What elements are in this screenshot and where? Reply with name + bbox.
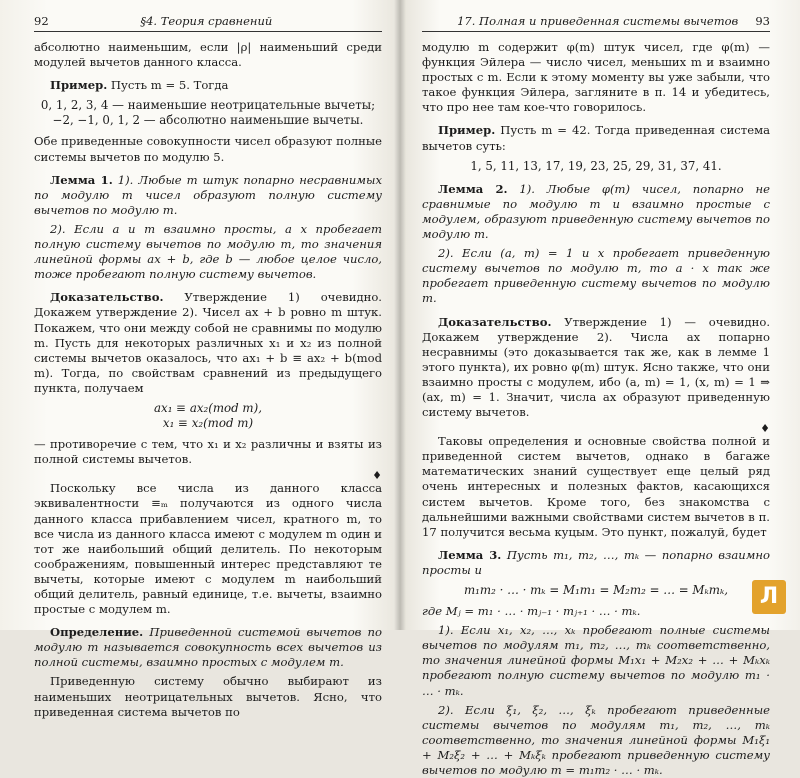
proof-2: [422, 315, 770, 421]
where-text: где Mⱼ = m₁ · … · mⱼ₋₁ · mⱼ₊₁ · … · mₖ.: [422, 604, 641, 619]
example-label: Пример.: [50, 78, 108, 93]
lemma-2-text-2: 2). Если (a, m) = 1 и x пробегает приведенную систему вычетов по модулю m, то a · x так же пробегает приведенную систему вычетов по модулю m.: [422, 246, 770, 306]
right-page-number: 93: [755, 14, 770, 28]
left-paragraph-both: Обе приведенные совокупности чисел образуют полные системы вычетов по модулю 5.: [34, 134, 382, 164]
formula-proof-2: x₁ ≡ x₂(mod m): [162, 416, 254, 431]
left-running-head: [34, 14, 382, 32]
lemma-3-item-2: 2). Если ξ₁, ξ₂, …, ξₖ пробегают приведенные системы вычетов по модулям m₁, m₂, …, mₖ соответственно, то значения линейной формы M₁ξ₁ + M₂ξ₂ + … + Mₖξₖ пробегают приведенную систему вычетов по модулю m = m₁m₂ · … · mₖ.: [422, 702, 770, 778]
lemma-1: [34, 173, 382, 218]
reduced-system-formula: [422, 159, 770, 174]
formula-nonneg: 0, 1, 2, 3, 4 — наименьшие неотрицательные вычеты;: [40, 98, 376, 113]
lemma-3-formula: [422, 583, 770, 598]
lemma-2: [422, 182, 770, 242]
left-running-title: §4. Теория сравнений: [140, 14, 273, 28]
formula-abs: −2, −1, 0, 1, 2 — абсолютно наименьшие вычеты.: [52, 113, 364, 128]
right-example-label: Пример.: [438, 123, 496, 138]
right-body-text: [422, 40, 770, 778]
left-page-number: 92: [34, 14, 49, 28]
left-body-text: [34, 40, 382, 720]
right-paragraph-such: Таковы определения и основные свойства полной и приведенной систем вычетов, однако в багаже математических знаний существует еще целый ряд очень интересных и полезных фактов, касающихся систем вычетов. Кроме того, без знакомства с дальнейшими важными свойствами систем вычетов в п. 17 получится весьма куцым. Это пункт, пожалуй, будет: [422, 434, 770, 539]
proof-2-text: Утверждение 1) — очевидно. Докажем утверждение 2). Числа ax попарно несравнимы (это доказывается так же, как в лемме 1 этого пункта), их ровно φ(m) штук. Ясно также, что они взаимно просты с модулем, ибо (a, m) = 1, (x, m) = 1 ⇒ (ax, m) = 1. Значит, числа ax образуют приведенную систему вычетов.: [422, 314, 770, 420]
example-formulas: [34, 98, 382, 128]
lemma-2-text-1: 1). Любые φ(m) чисел, попарно не сравнимые по модулю m и взаимно простые с модулем, образуют приведенную систему вычетов по модулю m.: [422, 181, 770, 242]
lemma-1-text-2: 2). Если a и m взаимно просты, а x пробегает полную систему вычетов по модулю m, то значения линейной формы ax + b, где b — любое целое число, тоже пробегают полную систему вычетов.: [34, 221, 382, 282]
formula-proof-1: ax₁ ≡ ax₂(mod m),: [154, 400, 262, 415]
lemma-3-item-1: 1). Если x₁, x₂, …, xₖ пробегают полные системы вычетов по модулям m₁, m₂, …, mₖ соответственно, то значения линейной формы M₁x₁ + M₂x₂ + … + Mₖxₖ пробегают полную систему вычетов по модулю m₁ · … · mₖ.: [422, 623, 770, 698]
proof-formulas: [34, 401, 382, 431]
right-running-title: 17. Полная и приведенная системы вычетов: [457, 14, 739, 28]
right-example-text: Пусть m = 42. Тогда приведенная система вычетов суть:: [422, 123, 770, 153]
publisher-logo-glyph: Л: [759, 584, 779, 609]
formula-list: 1, 5, 11, 13, 17, 19, 23, 25, 29, 31, 37, 41.: [470, 158, 722, 173]
lemma-3: [422, 548, 770, 578]
definition-text: Приведенной системой вычетов по модулю m называется совокупность всех вычетов из полной системы, взаимно простых с модулем m.: [34, 625, 382, 670]
left-paragraph-since: Поскольку все числа из данного класса эквивалентности ≡ₘ получаются из одного числа данного класса прибавлением чисел, кратного m, то все числа из данного класса имеют с модулем m один и тот же наибольший общий делитель. По некоторым соображениям, повышенный интерес представляют те вычеты, которые имеют с модулем m наибольший общий делитель, равный единице, т.е. вычеты, взаимно простые с модулем m.: [34, 481, 382, 617]
proof-1-text: Утверждение 1) очевидно. Докажем утверждение 2). Чисел ax + b ровно m штук. Покажем, что они между собой не сравнимы по модулю m. Пусть для некоторых различных x₁ и x₂ из полной системы вычетов оказалось, что ax₁ + b ≡ ax₂ + b(mod m). Тогда, по свойствам сравнений из предыдущего пункта, получаем: [34, 290, 382, 395]
right-example: [422, 123, 770, 153]
left-paragraph-1: абсолютно наименьшим, если |ρ| наименьший среди модулей вычетов данного класса.: [34, 40, 382, 70]
right-running-head: [422, 14, 770, 32]
lemma-1-label: Лемма 1.: [50, 172, 113, 187]
lemma-3-text: Пусть m₁, m₂, …, mₖ — попарно взаимно просты и: [422, 547, 770, 577]
formula-lemma-3: m₁m₂ · … · mₖ = M₁m₁ = M₂m₂ = … = Mₖmₖ,: [463, 583, 729, 597]
example-text: Пусть m = 5. Тогда: [107, 78, 229, 93]
lemma-1-text-1: 1). Любые m штук попарно несравнимых по модулю m чисел образуют полную систему вычетов по модулю m.: [34, 172, 382, 217]
right-page: [400, 0, 800, 778]
left-example: [34, 78, 382, 93]
right-paragraph-1: модулю m содержит φ(m) штук чисел, где φ(m) — функция Эйлера — число чисел, меньших m и взаимно простых с m. Если к этому моменту вы уже забыли, что такое функция Эйлера, загляните в п. 14 и убедитесь, что про нее там кое-что говорилось.: [422, 40, 770, 115]
definition-label: Определение.: [50, 625, 144, 640]
lemma-3-label: Лемма 3.: [438, 547, 502, 562]
left-paragraph-contra: — противоречие с тем, что x₁ и x₂ различны и взяты из полной системы вычетов.: [34, 437, 382, 467]
lemma-2-label: Лемма 2.: [438, 181, 508, 196]
definition: [34, 625, 382, 670]
qed-icon-right: ♦: [760, 422, 770, 436]
proof-1: [34, 290, 382, 396]
left-paragraph-reduced: Приведенную систему обычно выбирают из наименьших неотрицательных вычетов. Ясно, что приведенная система вычетов по: [34, 674, 382, 719]
proof-1-label: Доказательство.: [50, 290, 164, 305]
proof-2-label: Доказательство.: [438, 314, 552, 329]
qed-icon: ♦: [372, 469, 382, 483]
left-page: [0, 0, 400, 719]
publisher-logo: [752, 580, 786, 614]
